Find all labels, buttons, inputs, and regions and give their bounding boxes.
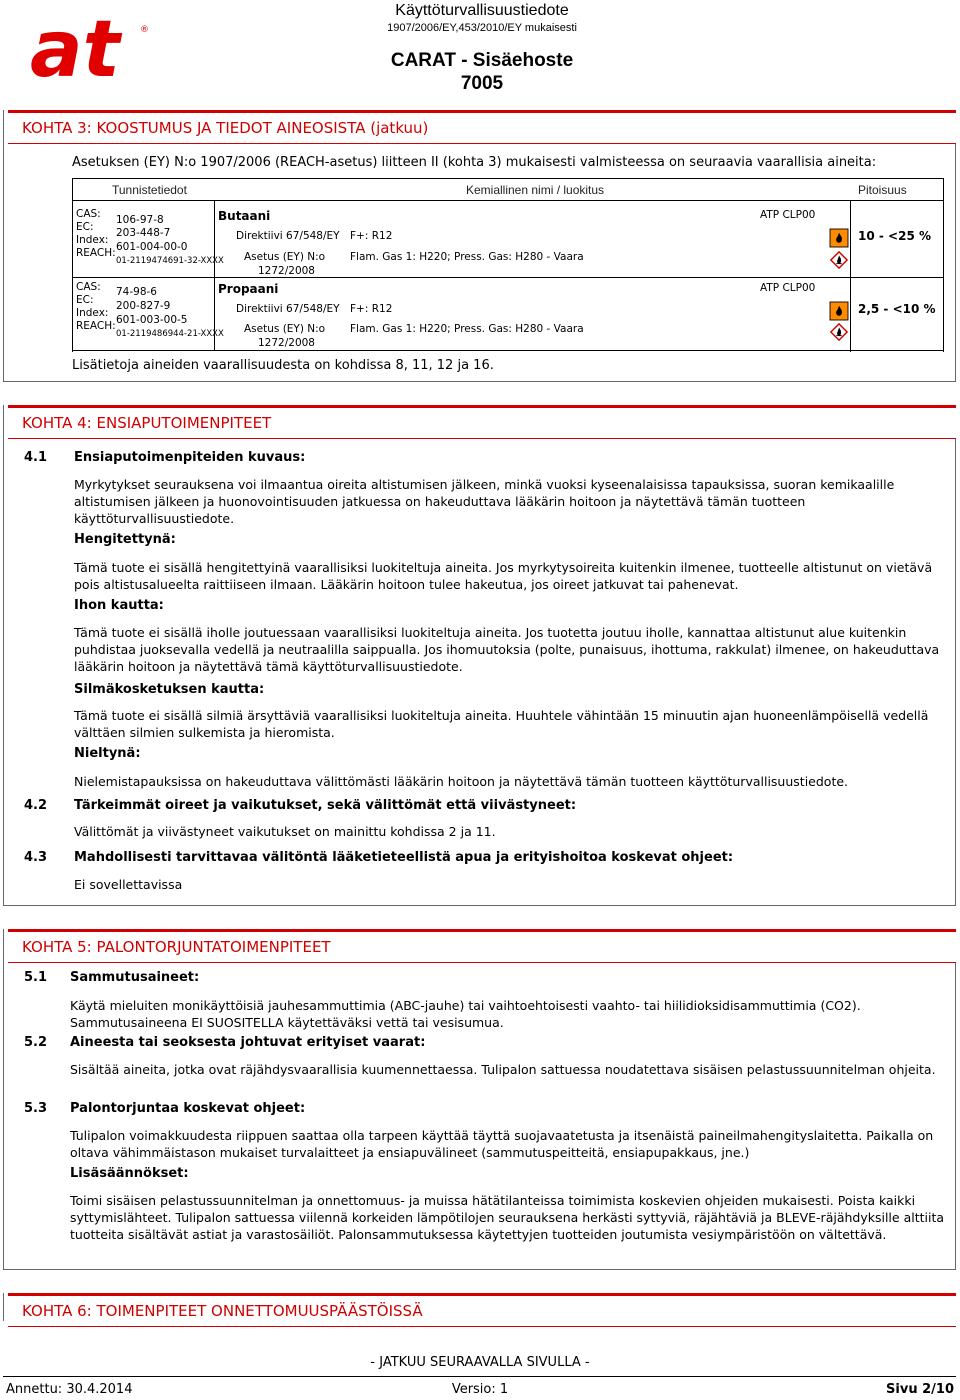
s51-title: Sammutusaineet: bbox=[70, 970, 200, 985]
row2-id-labels bbox=[76, 281, 116, 333]
s42-text: Välittömät ja viivästyneet vaikutukset on mainittu kohdissa 2 ja 11. bbox=[74, 824, 496, 839]
issue-date: Annettu: 30.4.2014 bbox=[6, 1382, 133, 1397]
skin-text: Tämä tuote ei sisällä iholle joutuessaan vaarallisiksi luokiteltuja aineita. Jos tuotetta joutuu iholle, kannattaa altistunut alue kuitenkin puhdistaa juoksevalla vedellä ja neutraalilla saippualla. Jos ihomuutoksia (polte, punaisuus, ihottuma, rakkulat) ilmenee, on hakeuduttava lääkärin hoitoon ja näytettävä tämä käyttöturvallisuustiedote. bbox=[74, 625, 940, 674]
eye-title: Silmäkosketuksen kautta: bbox=[74, 682, 265, 697]
section3-intro: Asetuksen (EY) N:o 1907/2006 (REACH-asetus) liitteen II (kohta 3) mukaisesti valmisteessa on seuraavia vaarallisia aineita: bbox=[72, 155, 877, 170]
s51-text: Käytä mieluiten monikäyttöisiä jauhesammuttimia (ABC-jauhe) tai vaihtoehtoisesti vaahto- tai hiilidioksidisammuttimia (CO2). Sammutusaineena EI SUOSITELLA käytettäväksi vettä tai vesisumua. bbox=[70, 998, 861, 1030]
row1-directive-label: Direktiivi 67/548/EY bbox=[236, 230, 340, 242]
row1-atp: ATP CLP00 bbox=[760, 209, 816, 221]
s42-number: 4.2 bbox=[24, 798, 48, 813]
reach-label: REACH: bbox=[76, 247, 116, 259]
section4-left-rule bbox=[3, 405, 4, 905]
regulation-reference: 1907/2006/EY,453/2010/EY mukaisesti bbox=[387, 22, 577, 34]
row2-directive-class: F+: R12 bbox=[350, 303, 393, 315]
section5-bottom-rule bbox=[3, 1269, 956, 1270]
continue-notice: - JATKUU SEURAAVALLA SIVULLA - bbox=[370, 1355, 590, 1370]
s43-text: Ei sovellettavissa bbox=[74, 877, 183, 892]
section6-title: KOHTA 6: TOIMENPITEET ONNETTOMUUSPÄÄSTÖISSÄ bbox=[22, 1302, 423, 1320]
ec-label: EC: bbox=[76, 294, 94, 306]
row1-concentration: 10 - <25 % bbox=[858, 229, 931, 243]
skin-title: Ihon kautta: bbox=[74, 598, 164, 613]
index-label: Index: bbox=[76, 234, 109, 246]
row1-regulation-year: 1272/2008 bbox=[258, 265, 315, 277]
row1-index: 601-004-00-0 bbox=[116, 241, 188, 253]
flame-hazard-icon bbox=[830, 229, 848, 247]
s53-text: Tulipalon voimakkuudesta riippuen saattaa olla tarpeen käyttää täyttä suojavaatetusta ja itsenäistä paineilmahengityslaitetta. Paikalla on oltava vähimmäistason mukaiset turvalaitteet ja ensiapuvälineet (sammutuspeitteitä, ensiapupakkaus, jne.) bbox=[70, 1128, 934, 1160]
row2-cas: 74-98-6 bbox=[116, 286, 157, 298]
row2-regulation-label: Asetus (EY) N:o bbox=[244, 323, 326, 335]
s52-title: Aineesta tai seoksesta johtuvat erityiset vaarat: bbox=[70, 1035, 426, 1050]
row2-directive-label: Direktiivi 67/548/EY bbox=[236, 303, 340, 315]
section3-note: Lisätietoja aineiden vaarallisuudesta on kohdissa 8, 11, 12 ja 16. bbox=[72, 358, 494, 373]
section5-header bbox=[8, 929, 956, 963]
s43-number: 4.3 bbox=[24, 850, 48, 865]
section3-title: KOHTA 3: KOOSTUMUS JA TIEDOT AINEOSISTA (jatkuu) bbox=[22, 119, 429, 137]
table-bottom-border bbox=[72, 350, 943, 351]
row1-reach: 01-2119474691-32-XXXX bbox=[116, 256, 224, 266]
s53-number: 5.3 bbox=[24, 1101, 48, 1116]
row2-concentration: 2,5 - <10 % bbox=[858, 302, 936, 316]
table-row-divider bbox=[72, 277, 943, 278]
row1-ec: 203-448-7 bbox=[116, 227, 171, 239]
product-number: 7005 bbox=[460, 73, 504, 94]
row2-regulation-class: Flam. Gas 1: H220; Press. Gas: H280 - Vaara bbox=[350, 323, 584, 335]
section5-left-rule bbox=[3, 929, 4, 1269]
flame-ghs-pictogram-icon bbox=[830, 323, 848, 341]
page-number: Sivu 2/10 bbox=[886, 1382, 954, 1397]
section3-right-rule bbox=[955, 110, 956, 382]
row1-cas: 106-97-8 bbox=[116, 214, 164, 226]
row2-regulation-year: 1272/2008 bbox=[258, 337, 315, 349]
s52-text: Sisältää aineita, jotka ovat räjähdysvaarallisia kuumennettaessa. Tulipalon sattuessa noudatettava sisäisen pelastussuunnitelman ohjeita. bbox=[70, 1062, 936, 1077]
section4-title: KOHTA 4: ENSIAPUTOIMENPITEET bbox=[22, 414, 272, 432]
section3-header bbox=[8, 110, 956, 144]
row2-ec: 200-827-9 bbox=[116, 300, 171, 312]
row1-id-labels bbox=[76, 208, 116, 260]
footer-rule bbox=[3, 1376, 956, 1377]
row1-regulation-class: Flam. Gas 1: H220; Press. Gas: H280 - Vaara bbox=[350, 251, 584, 263]
inhalation-title: Hengitettynä: bbox=[74, 532, 176, 547]
table-right-border bbox=[943, 178, 944, 352]
row1-directive-class: F+: R12 bbox=[350, 230, 393, 242]
row2-atp: ATP CLP00 bbox=[760, 282, 816, 294]
section6-left-rule bbox=[3, 1293, 4, 1321]
logo-registered-mark: ® bbox=[140, 25, 149, 35]
table-ident-divider bbox=[214, 200, 215, 350]
table-header-border bbox=[72, 200, 944, 201]
row2-substance-name: Propaani bbox=[218, 282, 279, 296]
section4-bottom-rule bbox=[3, 905, 956, 906]
version-number: Versio: 1 bbox=[451, 1382, 509, 1397]
additional-rules-title: Lisäsäännökset: bbox=[70, 1166, 189, 1181]
inhalation-text: Tämä tuote ei sisällä hengitettyinä vaarallisiksi luokiteltuja aineita. Jos myrkytysoireita kuitenkin ilmenee, tuotteelle altistunut on vietävä pois altistusalueelta raittiiseen ilmaan. Lääkärin hoitoon tulee hakeutua, jos oireet jatkuvat tai pahenevat. bbox=[74, 560, 933, 592]
ingestion-text: Nielemistapauksissa on hakeuduttava välittömästi lääkärin hoitoon ja näytettävä tämän tuotteen käyttöturvallisuustiedote. bbox=[74, 774, 849, 789]
s41-number: 4.1 bbox=[24, 450, 48, 465]
row1-substance-name: Butaani bbox=[218, 209, 271, 223]
product-name: CARAT - Sisäehoste bbox=[390, 50, 574, 71]
cas-label: CAS: bbox=[76, 208, 101, 220]
s42-title: Tärkeimmät oireet ja vaikutukset, sekä välittömät että viivästyneet: bbox=[74, 798, 577, 813]
row2-index: 601-003-00-5 bbox=[116, 314, 188, 326]
col-header-chemical-name: Kemiallinen nimi / luokitus bbox=[466, 183, 605, 197]
s53-title: Palontorjuntaa koskevat ohjeet: bbox=[70, 1101, 306, 1116]
flame-hazard-icon bbox=[830, 302, 848, 320]
s52-number: 5.2 bbox=[24, 1035, 48, 1050]
col-header-identifiers: Tunnistetiedot bbox=[112, 183, 187, 197]
row1-regulation-label: Asetus (EY) N:o bbox=[244, 251, 326, 263]
ingestion-title: Nieltynä: bbox=[74, 746, 141, 761]
section3-bottom-rule bbox=[3, 381, 956, 382]
table-left-border bbox=[72, 178, 73, 352]
table-conc-divider bbox=[850, 200, 851, 352]
document-title: Käyttöturvallisuustiedote bbox=[395, 2, 569, 19]
section4-header bbox=[8, 405, 956, 439]
flame-ghs-pictogram-icon bbox=[830, 251, 848, 269]
s41-title: Ensiaputoimenpiteiden kuvaus: bbox=[74, 450, 306, 465]
col-header-concentration: Pitoisuus bbox=[858, 183, 907, 197]
section4-right-rule bbox=[955, 405, 956, 905]
s41-paragraph: Myrkytykset seurauksena voi ilmaantua oireita altistumisen jälkeen, minkä vuoksi kyseenalaisissa tapauksissa, suoran kemikaalille altistumisen jälkeen ja huonovointisuuden jatkuessa on hakeuduttava lääkärin hoitoon ja näytettävä tämän tuotteen käyttöturvallisuustiedote. bbox=[74, 477, 895, 526]
logo-text: at bbox=[30, 5, 120, 95]
row2-reach: 01-2119486944-21-XXXX bbox=[116, 329, 224, 339]
company-logo bbox=[28, 5, 149, 95]
s51-number: 5.1 bbox=[24, 970, 48, 985]
ec-label: EC: bbox=[76, 221, 94, 233]
reach-label: REACH: bbox=[76, 320, 116, 332]
s43-title: Mahdollisesti tarvittavaa välitöntä lääketieteellistä apua ja erityishoitoa koskevat ohjeet: bbox=[74, 850, 734, 865]
section5-right-rule bbox=[955, 929, 956, 1269]
cas-label: CAS: bbox=[76, 281, 101, 293]
section5-title: KOHTA 5: PALONTORJUNTATOIMENPITEET bbox=[22, 938, 331, 956]
table-top-border bbox=[72, 178, 944, 179]
additional-rules-text: Toimi sisäisen pelastussuunnitelman ja onnettomuus- ja muissa hätätilanteissa toimimista koskevien ohjeiden mukaisesti. Poista kaikki syttymislähteet. Tulipalon sattuessa viilennä korkeiden lämpötilojen seurauksena herkästi syttyviä, räjähtäviä ja BLEVE-räjähdyksille alttiita tuotteita sisältävät astiat ja varastosäiliöt. Palonsammutuksessa käytettyjen tuotteiden joutumista vesiympäristöön on vältettävä. bbox=[70, 1193, 945, 1242]
section3-left-rule bbox=[3, 110, 4, 382]
eye-text: Tämä tuote ei sisällä silmiä ärsyttäviä vaarallisiksi luokiteltuja aineita. Huuhtele vähintään 15 minuutin ajan huoneenlämpöisellä vedellä välttäen silmien sulkemista ja hieromista. bbox=[74, 708, 929, 740]
section6-header bbox=[8, 1293, 956, 1327]
index-label: Index: bbox=[76, 307, 109, 319]
